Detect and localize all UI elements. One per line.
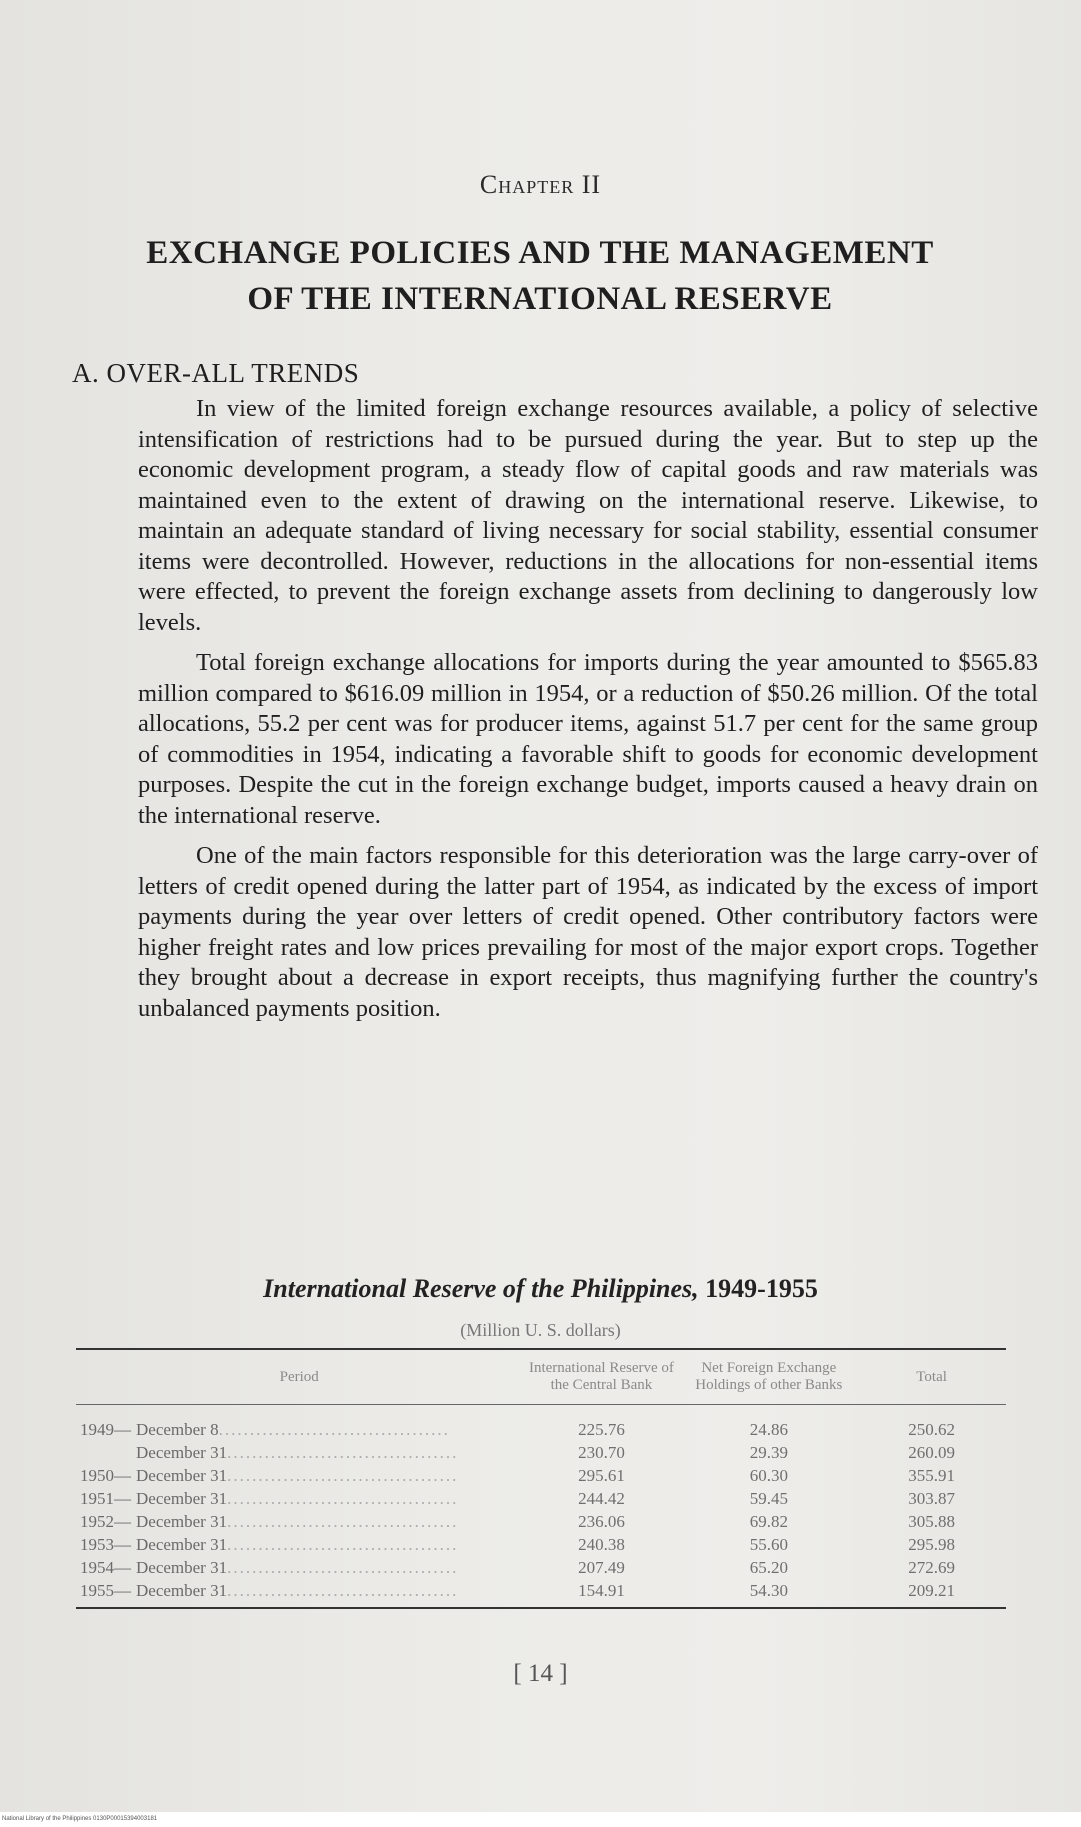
row-month: December 31 — [136, 1512, 228, 1531]
row-month: December 8 — [136, 1420, 219, 1439]
table-row — [76, 1464, 1006, 1487]
row-central-bank: 240.38 — [578, 1535, 625, 1554]
row-other-banks: 55.60 — [749, 1535, 788, 1554]
row-central-bank: 295.61 — [578, 1466, 625, 1485]
row-central-bank: 207.49 — [578, 1558, 625, 1577]
header-total: Total — [857, 1349, 1006, 1405]
chapter-heading: Chapter II — [479, 170, 602, 199]
chapter-title-line-1: EXCHANGE POLICIES AND THE MANAGEMENT — [146, 235, 934, 271]
row-period — [76, 1556, 522, 1579]
row-total: 305.88 — [908, 1512, 955, 1531]
section-heading: A. OVER-ALL TRENDS — [72, 358, 360, 388]
row-total: 295.98 — [908, 1535, 955, 1554]
row-year: 1951— — [80, 1489, 131, 1508]
row-month: December 31 — [136, 1443, 228, 1462]
table-subtitle: (Million U. S. dollars) — [460, 1320, 621, 1340]
table-title — [0, 1274, 1081, 1304]
header-central-bank: International Reserve of the Central Bank — [522, 1349, 680, 1405]
page-number: [ 14 ] — [513, 1660, 568, 1687]
body-text — [138, 394, 1038, 1034]
row-month: December 31 — [136, 1489, 228, 1508]
row-period — [76, 1533, 522, 1556]
row-total: 250.62 — [908, 1420, 955, 1439]
table-title-text: International Reserve of the Philippines, — [263, 1274, 699, 1303]
header-period: Period — [76, 1349, 522, 1405]
table-header-row — [76, 1349, 1006, 1405]
row-other-banks: 59.45 — [749, 1489, 788, 1508]
row-central-bank: 225.76 — [578, 1420, 625, 1439]
row-other-banks: 29.39 — [749, 1443, 788, 1462]
row-period — [76, 1441, 522, 1464]
leader-dots: ..................................... — [227, 1581, 459, 1600]
table-row — [76, 1556, 1006, 1579]
row-year: 1954— — [80, 1558, 131, 1577]
row-year: 1952— — [80, 1512, 131, 1531]
chapter-title-line-2: OF THE INTERNATIONAL RESERVE — [247, 281, 833, 317]
table-row — [76, 1533, 1006, 1556]
scan-footer: National Library of the Philippines 0130P00015394003181 — [0, 1812, 1081, 1827]
row-month: December 31 — [136, 1581, 228, 1600]
row-period — [76, 1579, 522, 1608]
table-row — [76, 1510, 1006, 1533]
leader-dots: ..................................... — [227, 1512, 459, 1531]
row-other-banks: 54.30 — [680, 1579, 857, 1608]
row-central-bank: 244.42 — [578, 1489, 625, 1508]
table-title-years: 1949-1955 — [705, 1274, 818, 1303]
leader-dots: ..................................... — [227, 1535, 459, 1554]
table-row — [76, 1487, 1006, 1510]
row-other-banks: 69.82 — [749, 1512, 788, 1531]
row-month: December 31 — [136, 1558, 228, 1577]
leader-dots: ..................................... — [227, 1466, 459, 1485]
table-row — [76, 1441, 1006, 1464]
reserve-table — [76, 1348, 1006, 1609]
row-other-banks: 65.20 — [749, 1558, 788, 1577]
row-central-bank: 154.91 — [522, 1579, 680, 1608]
row-total: 209.21 — [857, 1579, 1006, 1608]
leader-dots: ..................................... — [218, 1420, 450, 1439]
row-period — [76, 1510, 522, 1533]
chapter-title — [100, 230, 980, 322]
reserve-table-grid — [76, 1348, 1006, 1609]
leader-dots: ..................................... — [227, 1558, 459, 1577]
row-month: December 31 — [136, 1535, 228, 1554]
row-central-bank: 230.70 — [578, 1443, 625, 1462]
row-total: 303.87 — [908, 1489, 955, 1508]
header-other-banks: Net Foreign Exchange Holdings of other Banks — [680, 1349, 857, 1405]
row-period — [76, 1487, 522, 1510]
paragraph-3: One of the main factors responsible for this deterioration was the large carry-over of letters of credit opened during the latter part of 1954, as indicated by the excess of import payments during the year over letters of credit opened. Other contributory factors were higher freight rates and low prices prevailing for most of the major export crops. Together they brought about a decrease in export receipts, thus magnifying further the country's unbalanced payments position. — [138, 842, 1038, 1022]
row-year: 1953— — [80, 1535, 131, 1554]
row-year: 1950— — [80, 1466, 131, 1485]
row-year: 1949— — [80, 1420, 131, 1439]
row-total: 355.91 — [908, 1466, 955, 1485]
row-other-banks: 24.86 — [749, 1420, 788, 1439]
row-period — [76, 1464, 522, 1487]
row-total: 272.69 — [908, 1558, 955, 1577]
row-other-banks: 60.30 — [749, 1466, 788, 1485]
paragraph-2: Total foreign exchange allocations for imports during the year amounted to $565.83 million compared to $616.09 million in 1954, or a reduction of $50.26 million. Of the total allocations, 55.2 per cent was for producer items, against 51.7 per cent for the same group of commodities in 1954, indicating a favorable shift to goods for economic development purposes. Despite the cut in the foreign exchange budget, imports caused a heavy drain on the international reserve. — [138, 649, 1038, 829]
table-row — [76, 1579, 1006, 1608]
leader-dots: ..................................... — [227, 1489, 459, 1508]
row-total: 260.09 — [908, 1443, 955, 1462]
row-month: December 31 — [136, 1466, 228, 1485]
table-row — [76, 1405, 1006, 1442]
leader-dots: ..................................... — [227, 1443, 459, 1462]
row-period — [76, 1405, 522, 1442]
row-central-bank: 236.06 — [578, 1512, 625, 1531]
paragraph-1: In view of the limited foreign exchange resources available, a policy of selective intensification of restrictions had to be pursued during the year. But to step up the economic development program, a steady flow of capital goods and raw materials was maintained even to the extent of drawing on the international reserve. Likewise, to maintain an adequate standard of living necessary for social stability, essential consumer items were decontrolled. However, reductions in the allocations for non-essential items were effected, to prevent the foreign exchange assets from declining to dangerously low levels. — [138, 395, 1038, 636]
row-year: 1955— — [80, 1581, 131, 1600]
